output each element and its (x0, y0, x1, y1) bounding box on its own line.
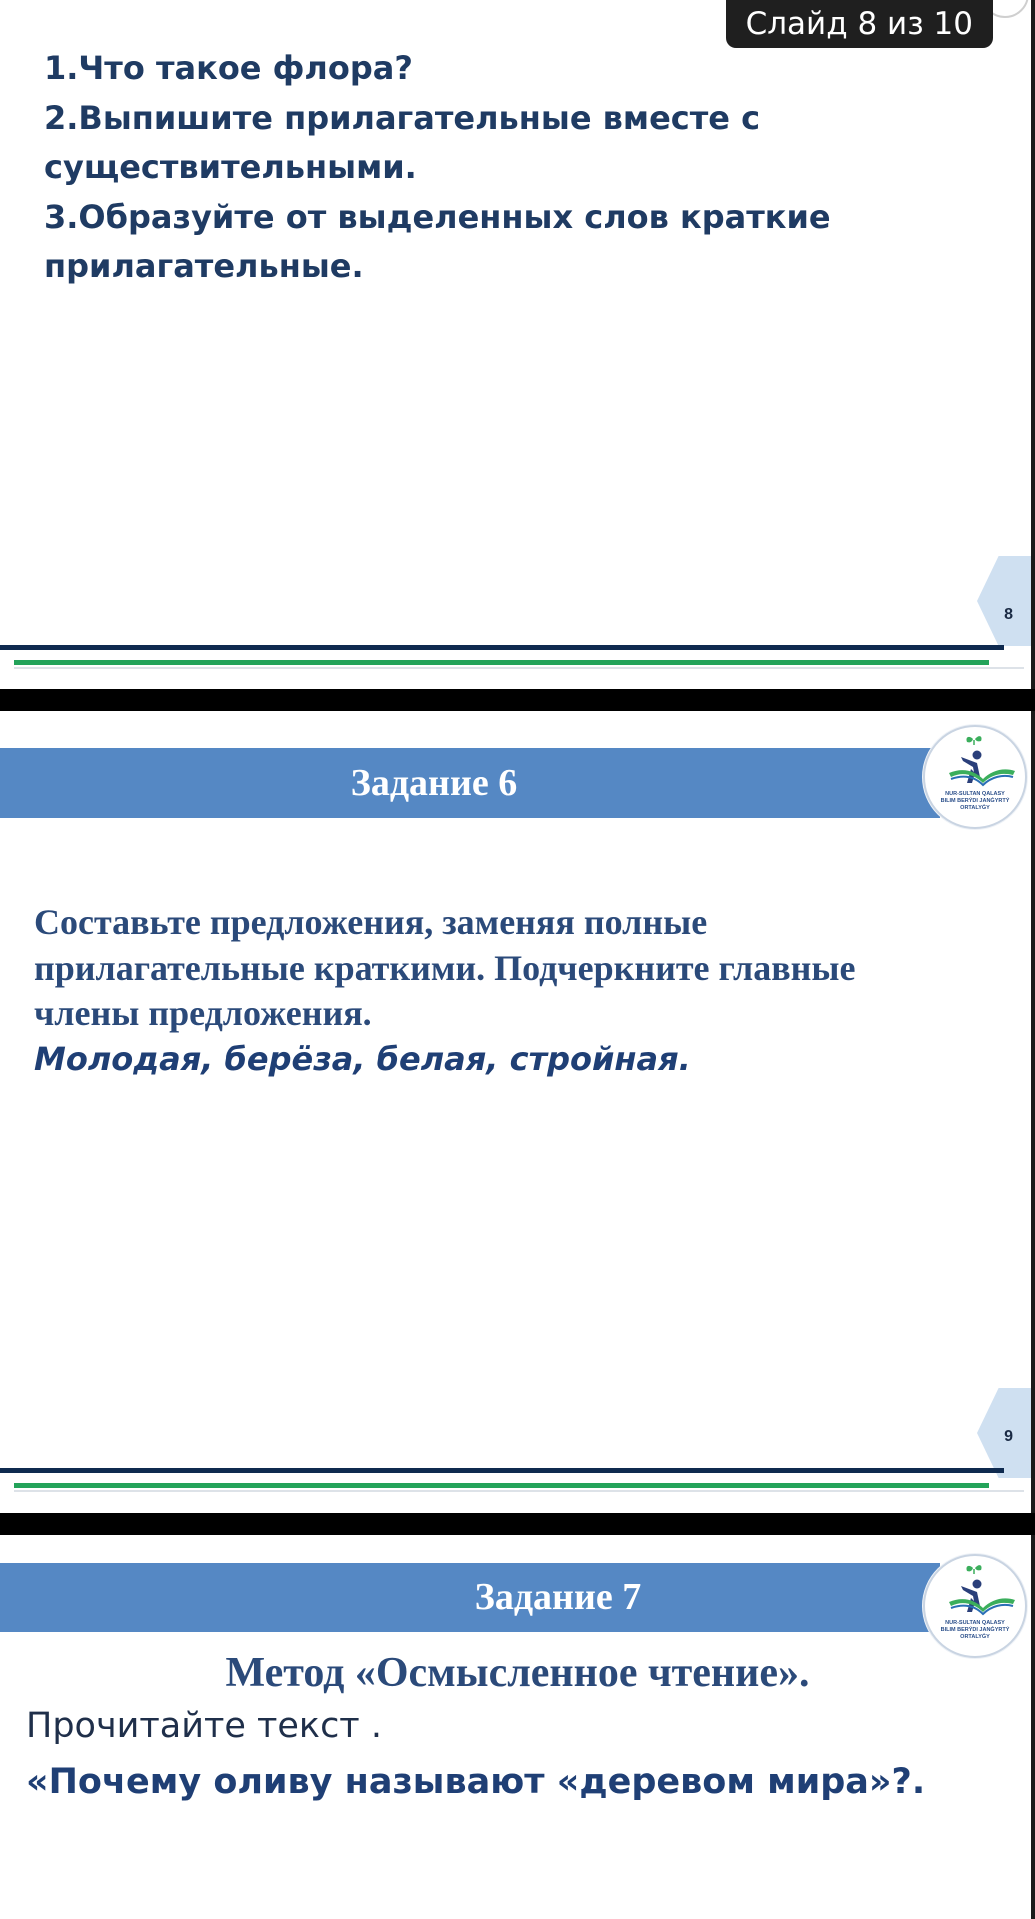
footer-rule-navy (0, 645, 1004, 650)
footer-rule-navy (0, 1468, 1004, 1473)
logo-caption: NUR-SULTAN QALASY BILIM BERÝDI JANǴYRTÝ ORTALYǴY (940, 791, 1010, 811)
slide-edge (1031, 1535, 1035, 1919)
task-6-body (34, 900, 1014, 1082)
banner-title: Задание 6 (350, 762, 518, 804)
word-list: Молодая, берёза, белая, стройная. (34, 1039, 691, 1078)
title-banner (0, 1563, 940, 1632)
instruction-line: члены предложения. (34, 993, 372, 1033)
footer-rule-green (14, 660, 989, 665)
instruction-line: прилагательные краткими. Подчеркните главные (34, 947, 856, 988)
question-line: прилагательные. (44, 247, 364, 285)
footer-rule-green (14, 1483, 989, 1488)
slide-9[interactable] (0, 711, 1035, 1513)
instruction-line: Составьте предложения, заменяя полные (34, 902, 708, 942)
page-number: 9 (1004, 1428, 1013, 1445)
question-line: существительными. (44, 148, 417, 186)
logo-caption: NUR-SULTAN QALASY BILIM BERÝDI JANǴYRTÝ ORTALYǴY (940, 1620, 1010, 1640)
logo-emblem-icon (925, 1556, 1025, 1656)
slide-edge (1031, 0, 1035, 689)
slide-10[interactable] (0, 1535, 1035, 1919)
organization-logo (923, 725, 1027, 829)
title-banner (0, 748, 940, 818)
question-line: 2.Выпишите прилагательные вместе с (44, 98, 761, 137)
read-instruction: Прочитайте текст . (26, 1706, 382, 1746)
slide-edge (1031, 711, 1035, 1513)
page-tab (977, 556, 1031, 646)
banner-title: Задание 7 (474, 1576, 642, 1618)
reading-question: «Почему оливу называют «деревом мира»?. (26, 1762, 926, 1802)
method-title: Метод «Осмысленное чтение». (225, 1650, 810, 1696)
question-line: 3.Образуйте от выделенных слов краткие (44, 197, 831, 236)
slide-counter: Слайд 8 из 10 (726, 0, 993, 48)
page-number: 8 (1004, 606, 1013, 623)
organization-logo (923, 1554, 1027, 1658)
footer-rule-faint (14, 1490, 1024, 1492)
question-list (44, 44, 944, 292)
logo-emblem-icon (925, 727, 1025, 827)
footer-rule-faint (14, 667, 1024, 669)
slide-8[interactable] (0, 0, 1035, 689)
question-line: 1.Что такое флора? (44, 49, 413, 87)
